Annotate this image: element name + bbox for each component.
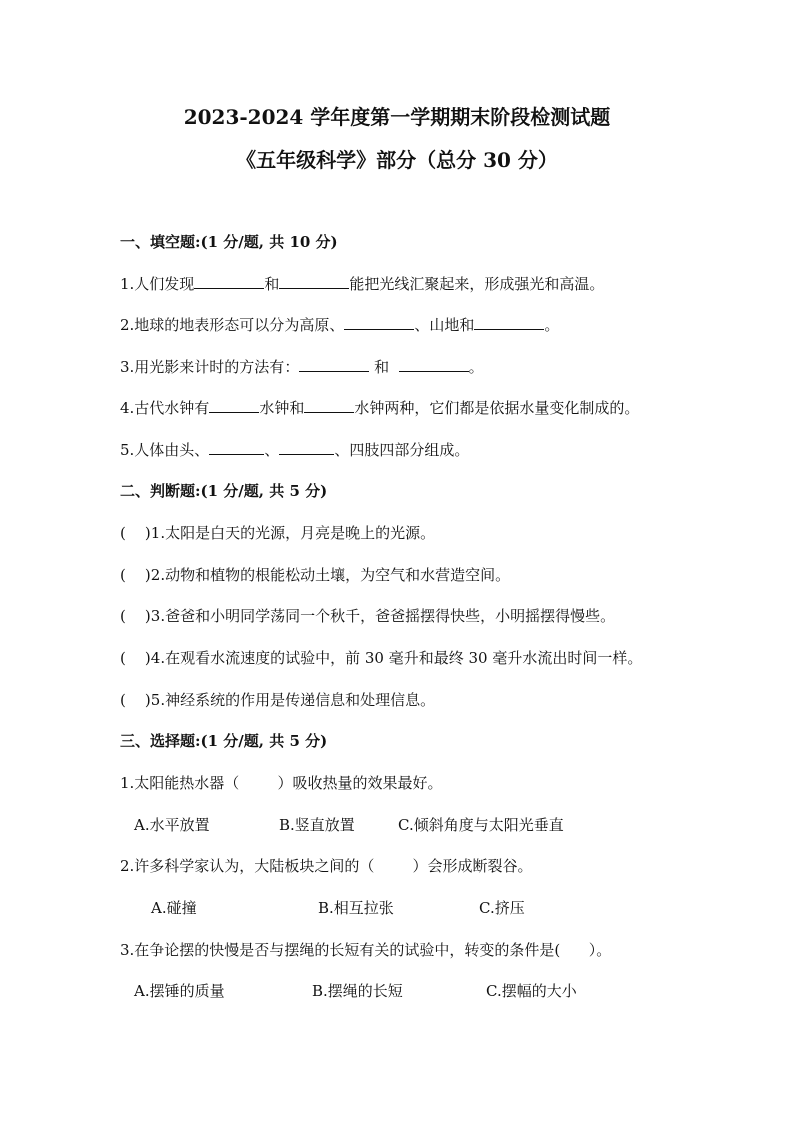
judge-question-3: ( )3.爸爸和小明同学荡同一个秋千，爸爸摇摆得快些，小明摇摆得慢些。 bbox=[120, 607, 616, 625]
fill-question-2 bbox=[120, 315, 559, 335]
section1-heading: 一、填空题:(1 分/题, 共 10 分) bbox=[120, 233, 338, 251]
section2-heading: 二、判断题:(1 分/题, 共 5 分) bbox=[120, 482, 328, 500]
judge-question-4: ( )4.在观看水流速度的试验中，前 30 毫升和最终 30 毫升水流出时间一样。 bbox=[120, 649, 643, 667]
exam-subtitle: 《五年级科学》部分（总分 30 分） bbox=[236, 148, 558, 172]
judge-question-2: ( )2.动物和植物的根能松动土壤，为空气和水营造空间。 bbox=[120, 566, 511, 584]
q2-option-a[interactable]: A.碰撞 bbox=[151, 899, 197, 917]
q1-part-b: 和 bbox=[264, 275, 280, 293]
fill-question-4 bbox=[120, 398, 639, 418]
answer-blank[interactable] bbox=[304, 398, 354, 413]
exam-title: 2023-2024 学年度第一学期期末阶段检测试题 bbox=[183, 105, 611, 129]
q3-part-a: 3.用光影来计时的方法有： bbox=[120, 358, 300, 376]
q4-part-b: 水钟和 bbox=[259, 399, 305, 417]
answer-blank[interactable] bbox=[279, 440, 334, 455]
judge-question-1: ( )1.太阳是白天的光源，月亮是晚上的光源。 bbox=[120, 524, 436, 542]
q2-part-a: 2.地球的地表形态可以分为高原、 bbox=[120, 316, 345, 334]
choice-question-2: 2.许多科学家认为，大陆板块之间的（ ）会形成断裂谷。 bbox=[120, 857, 533, 875]
q2-option-c[interactable]: C.挤压 bbox=[479, 899, 525, 917]
q1-part-a: 1.人们发现 bbox=[120, 275, 195, 293]
section3-heading: 三、选择题:(1 分/题, 共 5 分) bbox=[120, 732, 328, 750]
answer-blank[interactable] bbox=[474, 315, 544, 330]
q5-part-a: 5.人体由头、 bbox=[120, 441, 210, 459]
q5-part-c: 、四肢四部分组成。 bbox=[334, 441, 470, 459]
q3-option-a[interactable]: A.摆锤的质量 bbox=[134, 982, 225, 1000]
answer-blank[interactable] bbox=[209, 398, 259, 413]
q5-part-b: 、 bbox=[264, 441, 280, 459]
choice-question-1: 1.太阳能热水器（ ）吸收热量的效果最好。 bbox=[120, 774, 443, 792]
q3-option-b[interactable]: B.摆绳的长短 bbox=[312, 982, 403, 1000]
answer-blank[interactable] bbox=[194, 274, 264, 289]
q3-option-c[interactable]: C.摆幅的大小 bbox=[486, 982, 577, 1000]
answer-blank[interactable] bbox=[299, 357, 369, 372]
fill-question-3 bbox=[120, 357, 484, 377]
answer-blank[interactable] bbox=[209, 440, 264, 455]
answer-blank[interactable] bbox=[344, 315, 414, 330]
q4-part-a: 4.古代水钟有 bbox=[120, 399, 210, 417]
judge-question-5: ( )5.神经系统的作用是传递信息和处理信息。 bbox=[120, 691, 436, 709]
q3-part-b: 和 bbox=[369, 358, 399, 376]
answer-blank[interactable] bbox=[399, 357, 469, 372]
fill-question-5 bbox=[120, 440, 469, 460]
q1-option-a[interactable]: A.水平放置 bbox=[134, 816, 210, 834]
answer-blank[interactable] bbox=[279, 274, 349, 289]
fill-question-1 bbox=[120, 274, 604, 294]
q4-part-c: 水钟两种，它们都是依据水量变化制成的。 bbox=[354, 399, 640, 417]
choice-question-3: 3.在争论摆的快慢是否与摆绳的长短有关的试验中，转变的条件是( ）。 bbox=[120, 941, 612, 959]
q2-part-b: 、山地和 bbox=[414, 316, 475, 334]
q2-option-b[interactable]: B.相互拉张 bbox=[318, 899, 394, 917]
q2-part-c: 。 bbox=[544, 316, 560, 334]
q1-option-b[interactable]: B.竖直放置 bbox=[279, 816, 355, 834]
q3-part-c: 。 bbox=[468, 358, 484, 376]
q1-option-c[interactable]: C.倾斜角度与太阳光垂直 bbox=[398, 816, 564, 834]
q1-part-c: 能把光线汇聚起来，形成强光和高温。 bbox=[349, 275, 605, 293]
